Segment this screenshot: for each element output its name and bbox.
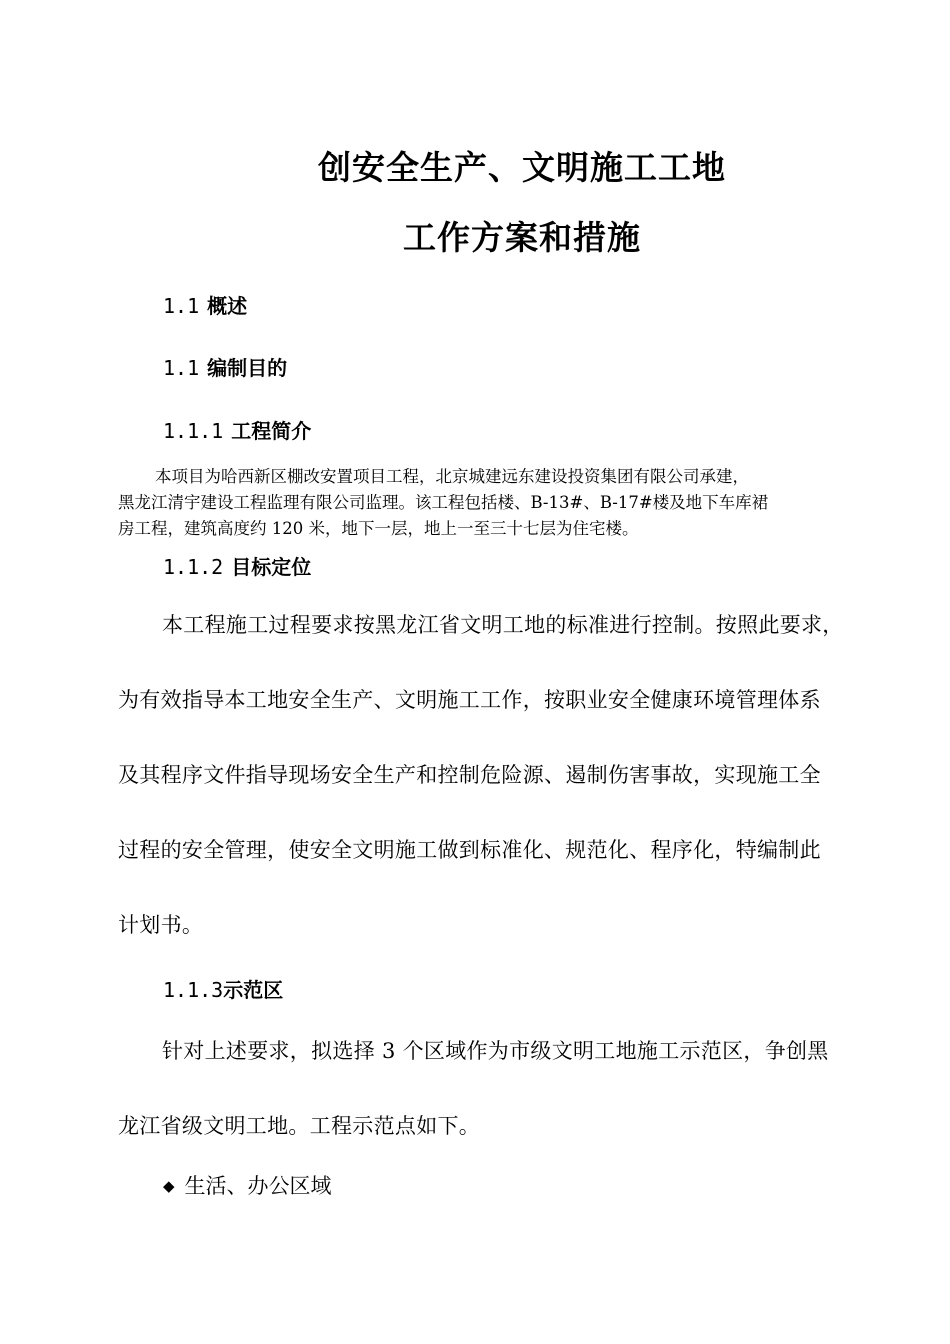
heading-purpose (163, 352, 287, 381)
heading-number: 1.1 (163, 294, 200, 318)
paragraph-line: 计划书。 (118, 913, 204, 937)
heading-project-intro (163, 415, 311, 444)
paragraph-line: 本工程施工过程要求按黑龙江省文明工地的标准进行控制。按照此要求， (162, 613, 844, 637)
paragraph-line: 房工程，建筑高度约 120 米，地下一层，地上一至三十七层为住宅楼。 (118, 519, 639, 538)
paragraph-line: 龙江省级文明工地。工程示范点如下。 (118, 1114, 481, 1138)
document-title-line-2: 工作方案和措施 (403, 218, 641, 257)
bullet-text: 生活、办公区域 (184, 1174, 332, 1198)
paragraph-line: 本项目为哈西新区棚改安置项目工程，北京城建远东建设投资集团有限公司承建， (155, 467, 749, 486)
heading-label: 编制目的 (207, 356, 288, 380)
demo-area-paragraph (118, 1014, 863, 1164)
project-intro-paragraph (118, 464, 878, 542)
heading-overview (163, 290, 247, 319)
diamond-bullet-icon: ◆ (163, 1177, 175, 1195)
heading-number: 1.1.3 (163, 978, 224, 1002)
heading-number: 1.1.2 (163, 555, 224, 579)
paragraph-line: 及其程序文件指导现场安全生产和控制危险源、遏制伤害事故，实现施工全 (118, 763, 821, 787)
target-paragraph (118, 588, 863, 963)
heading-label: 目标定位 (231, 555, 312, 579)
heading-number: 1.1 (163, 356, 200, 380)
bullet-item (163, 1170, 332, 1200)
heading-number: 1.1.1 (163, 419, 224, 443)
paragraph-line: 为有效指导本工地安全生产、文明施工工作，按职业安全健康环境管理体系 (118, 688, 821, 712)
paragraph-line: 黑龙江清宇建设工程监理有限公司监理。该工程包括楼、B-13#、B-17#楼及地下车库裙 (118, 493, 769, 512)
heading-demo-area (163, 974, 283, 1003)
heading-label: 概述 (207, 294, 248, 318)
heading-target (163, 551, 311, 580)
document-title-line-1: 创安全生产、文明施工工地 (318, 148, 726, 187)
paragraph-line: 过程的安全管理，使安全文明施工做到标准化、规范化、程序化，特编制此 (118, 838, 821, 862)
heading-label: 工程简介 (231, 419, 312, 443)
paragraph-line: 针对上述要求，拟选择 3 个区域作为市级文明工地施工示范区，争创黑 (162, 1039, 829, 1063)
heading-label: 示范区 (223, 978, 284, 1002)
